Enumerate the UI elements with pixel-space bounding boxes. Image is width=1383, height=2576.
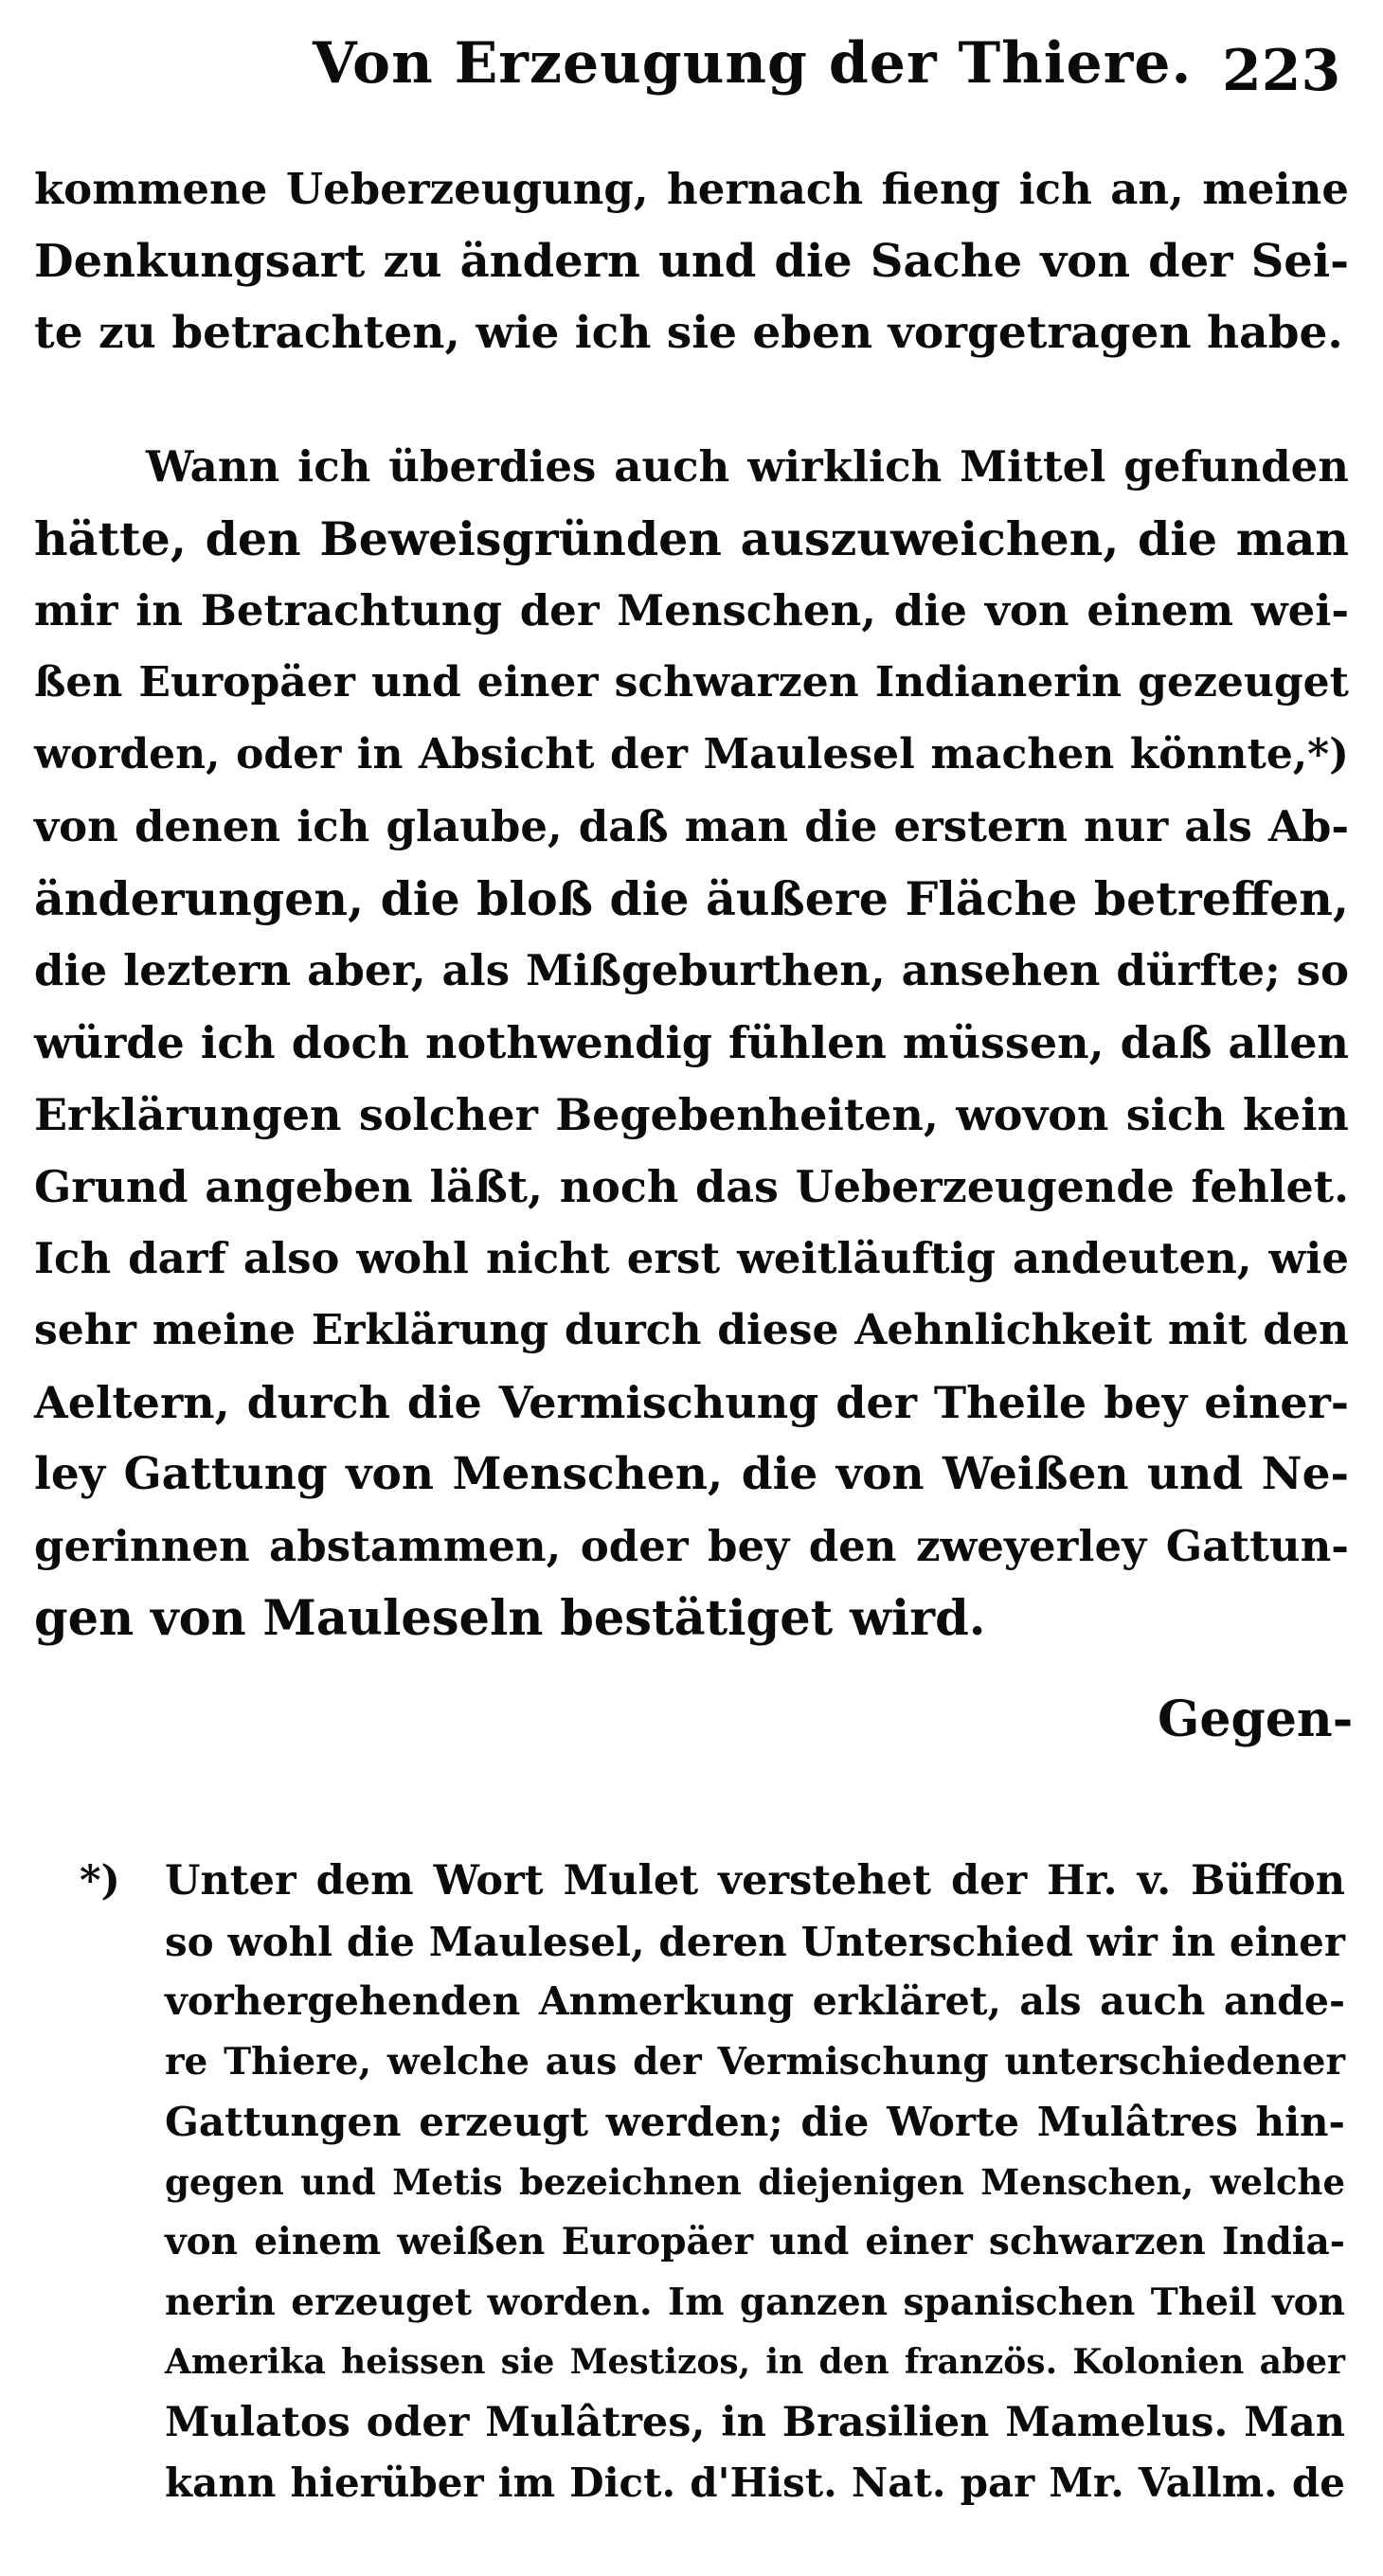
footnote — [80, 1852, 1345, 2513]
footnote-first-line — [80, 1852, 1345, 1912]
text-line: kommene Ueberzeugung, hernach fieng ich an, meine — [34, 164, 1349, 214]
text-line: Ich darf also wohl nicht erst weitläuftig andeuten, wie — [34, 1233, 1349, 1283]
footnote-line: Amerika heissen sie Mestizos, in den französ. Kolonien aber — [165, 2342, 1345, 2382]
text-line: ßen Europäer und einer schwarzen Indianerin gezeuget — [34, 658, 1349, 707]
footnote-line: von einem weißen Europäer und einer schwarzen India- — [165, 2220, 1345, 2263]
text-line: würde ich doch nothwendig fühlen müssen, daß allen — [34, 1017, 1349, 1068]
page-number: 223 — [1222, 38, 1341, 104]
footnote-line-text: Unter dem Wort Mulet verstehet der Hr. v. Büffon — [165, 1857, 1345, 1905]
text-line: Wann ich überdies auch wirklich Mittel gefunden — [146, 441, 1349, 492]
footnote-line: Mulatos oder Mulâtres, in Brasilien Mamelus. Man — [165, 2398, 1345, 2446]
paragraph-main — [34, 431, 1349, 1655]
footnote-line: Gattungen erzeugt werden; die Worte Mulâtres hin- — [165, 2099, 1345, 2145]
text-line: Erklärungen solcher Begebenheiten, wovon sich kein — [34, 1089, 1349, 1140]
footnote-line: re Thiere, welche aus der Vermischung unterschiedener — [165, 2039, 1345, 2084]
text-line: gerinnen abstammen, oder bey den zweyerley Gattun- — [34, 1521, 1349, 1571]
text-line: gen von Mauleseln bestätiget wird. — [34, 1590, 986, 1647]
footnote-line: vorhergehenden Anmerkung erkläret, als auch ande- — [165, 1978, 1345, 2024]
text-line: die leztern aber, als Mißgeburthen, ansehen dürfte; so — [34, 945, 1349, 995]
footnote-line: kann hierüber im Dict. d'Hist. Nat. par Mr. Vallm. de — [165, 2460, 1345, 2506]
text-line: Denkungsart zu ändern und die Sache von der Sei- — [34, 235, 1349, 288]
footnote-line: gegen und Metis bezeichnen diejenigen Menschen, welche — [165, 2160, 1345, 2203]
footnote-line: nerin erzeuget worden. Im ganzen spanischen Theil von — [165, 2280, 1345, 2324]
footnote-line: so wohl die Maulesel, deren Unterschied wir in einer — [165, 1918, 1345, 1965]
catchword: Gegen- — [1158, 1690, 1354, 1748]
text-line: worden, oder in Absicht der Maulesel machen könnte,*) — [34, 730, 1349, 778]
text-line: änderungen, die bloß die äußere Fläche betreffen, — [34, 871, 1349, 926]
running-head — [0, 21, 1383, 125]
text-line: Aeltern, durch die Vermischung der Theile bey einer- — [34, 1377, 1349, 1428]
text-line: ley Gattung von Menschen, die von Weißen und Ne- — [34, 1448, 1349, 1500]
text-line: mir in Betrachtung der Menschen, die von einem wei- — [34, 585, 1349, 635]
text-line: hätte, den Beweisgründen auszuweichen, die man — [34, 511, 1349, 566]
footnote-marker: *) — [80, 1857, 120, 1905]
paragraph-continued — [34, 153, 1349, 369]
running-title: Von Erzeugung der Thiere. — [313, 30, 1193, 97]
text-line: sehr meine Erklärung durch diese Aehnlichkeit mit den — [34, 1306, 1349, 1354]
text-line: Grund angeben läßt, noch das Ueberzeugende fehlet. — [34, 1161, 1349, 1212]
text-line: te zu betrachten, wie ich sie eben vorgetragen habe. — [34, 307, 1343, 359]
text-line: von denen ich glaube, daß man die erstern nur als Ab- — [34, 801, 1349, 851]
